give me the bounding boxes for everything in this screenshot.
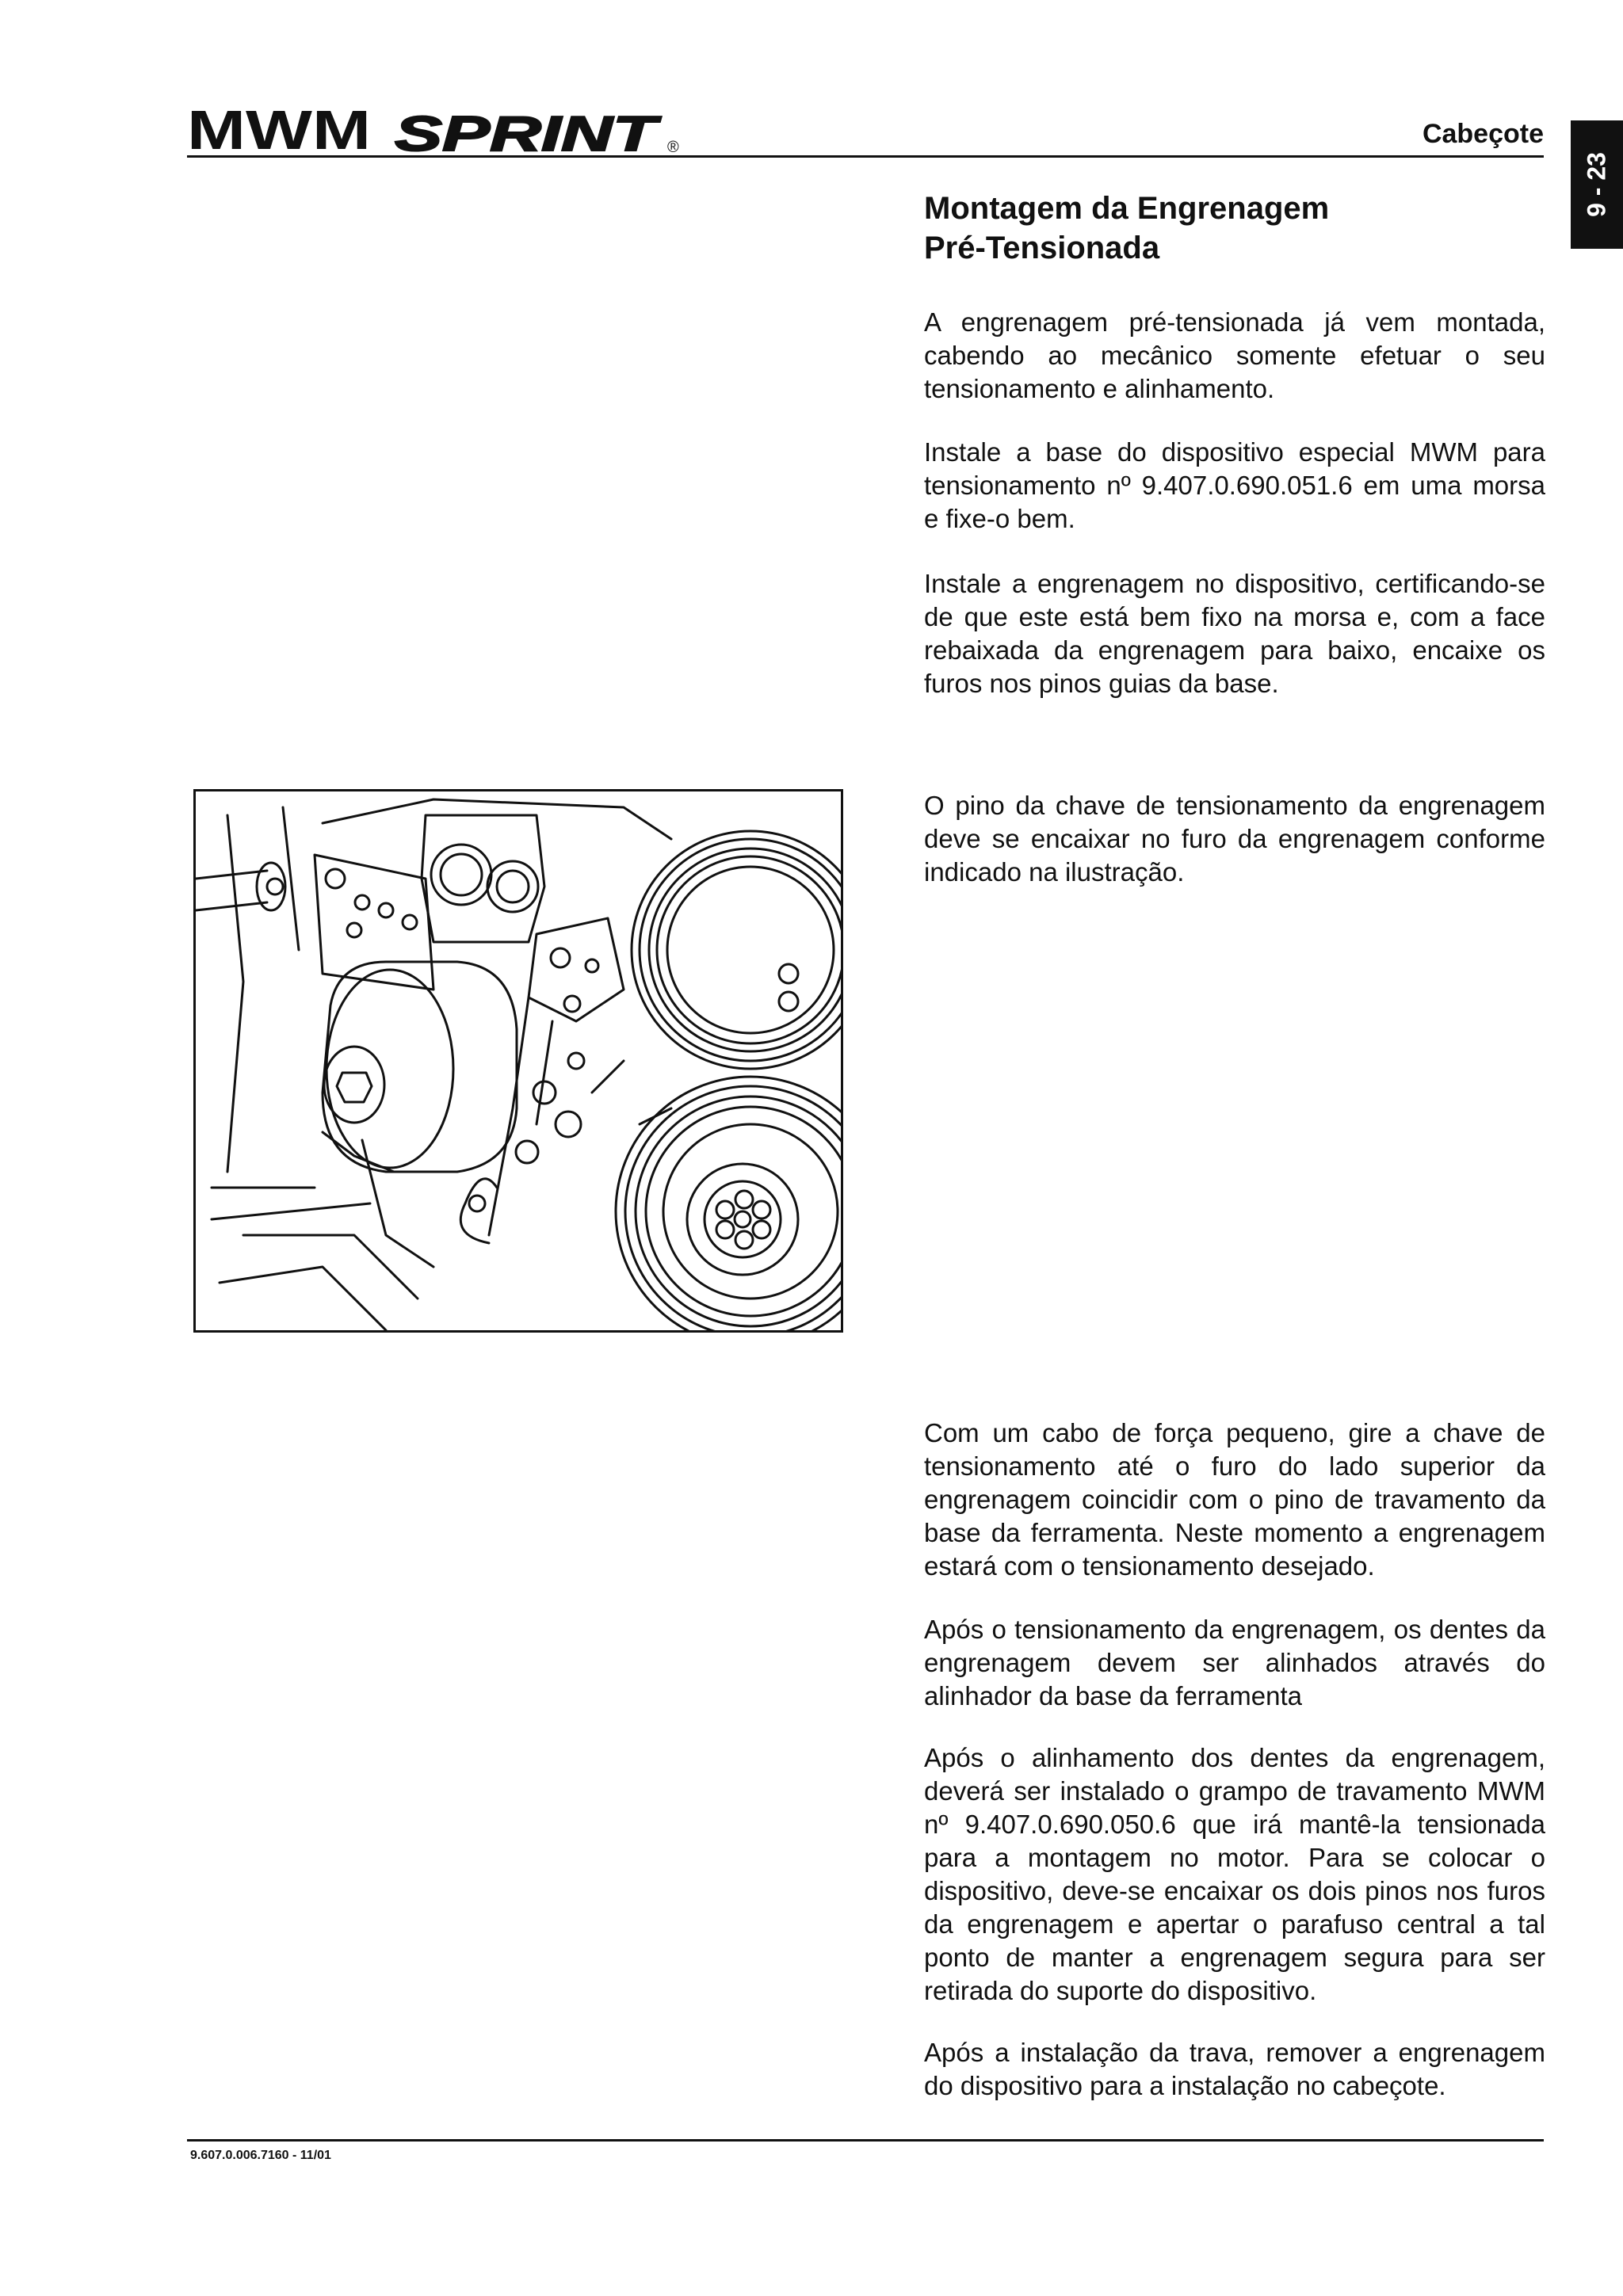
paragraph-5: Com um cabo de força pequeno, gire a chave de tensionamento até o furo do lado superior da engrenagem coincidir com o pino de travamento da base da ferramenta. Neste momento a engrenagem estará com o tensionamento desejado. — [924, 1418, 1545, 1581]
paragraph-8: Após a instalação da trava, remover a engrenagem do dispositivo para a instalação no cabeçote. — [924, 2038, 1545, 2100]
paragraph-4: O pino da chave de tensionamento da engrenagem deve se encaixar no furo da engrenagem conforme indicado na ilustração. — [924, 791, 1545, 887]
title-line-1: Montagem da Engrenagem — [924, 191, 1330, 226]
page-number: 9 - 23 — [1582, 152, 1611, 217]
engine-illustration-drawing — [196, 791, 841, 1330]
title-line-2: Pré-Tensionada — [924, 231, 1160, 265]
page-number-tab — [1571, 120, 1623, 249]
paragraph-7: Após o alinhamento dos dentes da engrenagem, deverá ser instalado o grampo de travamento MWM nº 9.407.0.690.050.6 que irá mantê-la tensionada para a montagem no motor. Para se colocar o dispositivo, deve-se encaixar os dois pinos nos furos da engrenagem e apertar o parafuso central a tal ponto de manter a engrenagem segura para ser retirada do suporte do dispositivo. — [924, 1743, 1545, 2005]
header-divider — [187, 155, 1544, 158]
article-title — [924, 189, 1545, 268]
engine-illustration — [193, 789, 843, 1333]
brand-sprint: SPRINT — [395, 107, 663, 155]
section-title: Cabeçote — [1422, 119, 1544, 149]
paragraph-3: Instale a engrenagem no dispositivo, certificando-se de que este está bem fixo na morsa e, com a face rebaixada da engrenagem para baixo, encaixe os furos nos pinos guias da base. — [924, 569, 1545, 698]
paragraph-1: A engrenagem pré-tensionada já vem montada, cabendo ao mecânico somente efetuar o seu tensionamento e alinhamento. — [924, 307, 1545, 403]
footer-divider — [187, 2139, 1544, 2142]
registered-mark: ® — [667, 139, 679, 155]
paragraph-2: Instale a base do dispositivo especial MWM para tensionamento nº 9.407.0.690.051.6 em uma morsa e fixe-o bem. — [924, 437, 1545, 533]
paragraph-6: Após o tensionamento da engrenagem, os dentes da engrenagem devem ser alinhados através do alinhador da base da ferramenta — [924, 1615, 1545, 1711]
document-code: 9.607.0.006.7160 - 11/01 — [190, 2149, 331, 2162]
brand-logo — [187, 100, 686, 155]
brand-mwm: MWM — [187, 100, 371, 155]
